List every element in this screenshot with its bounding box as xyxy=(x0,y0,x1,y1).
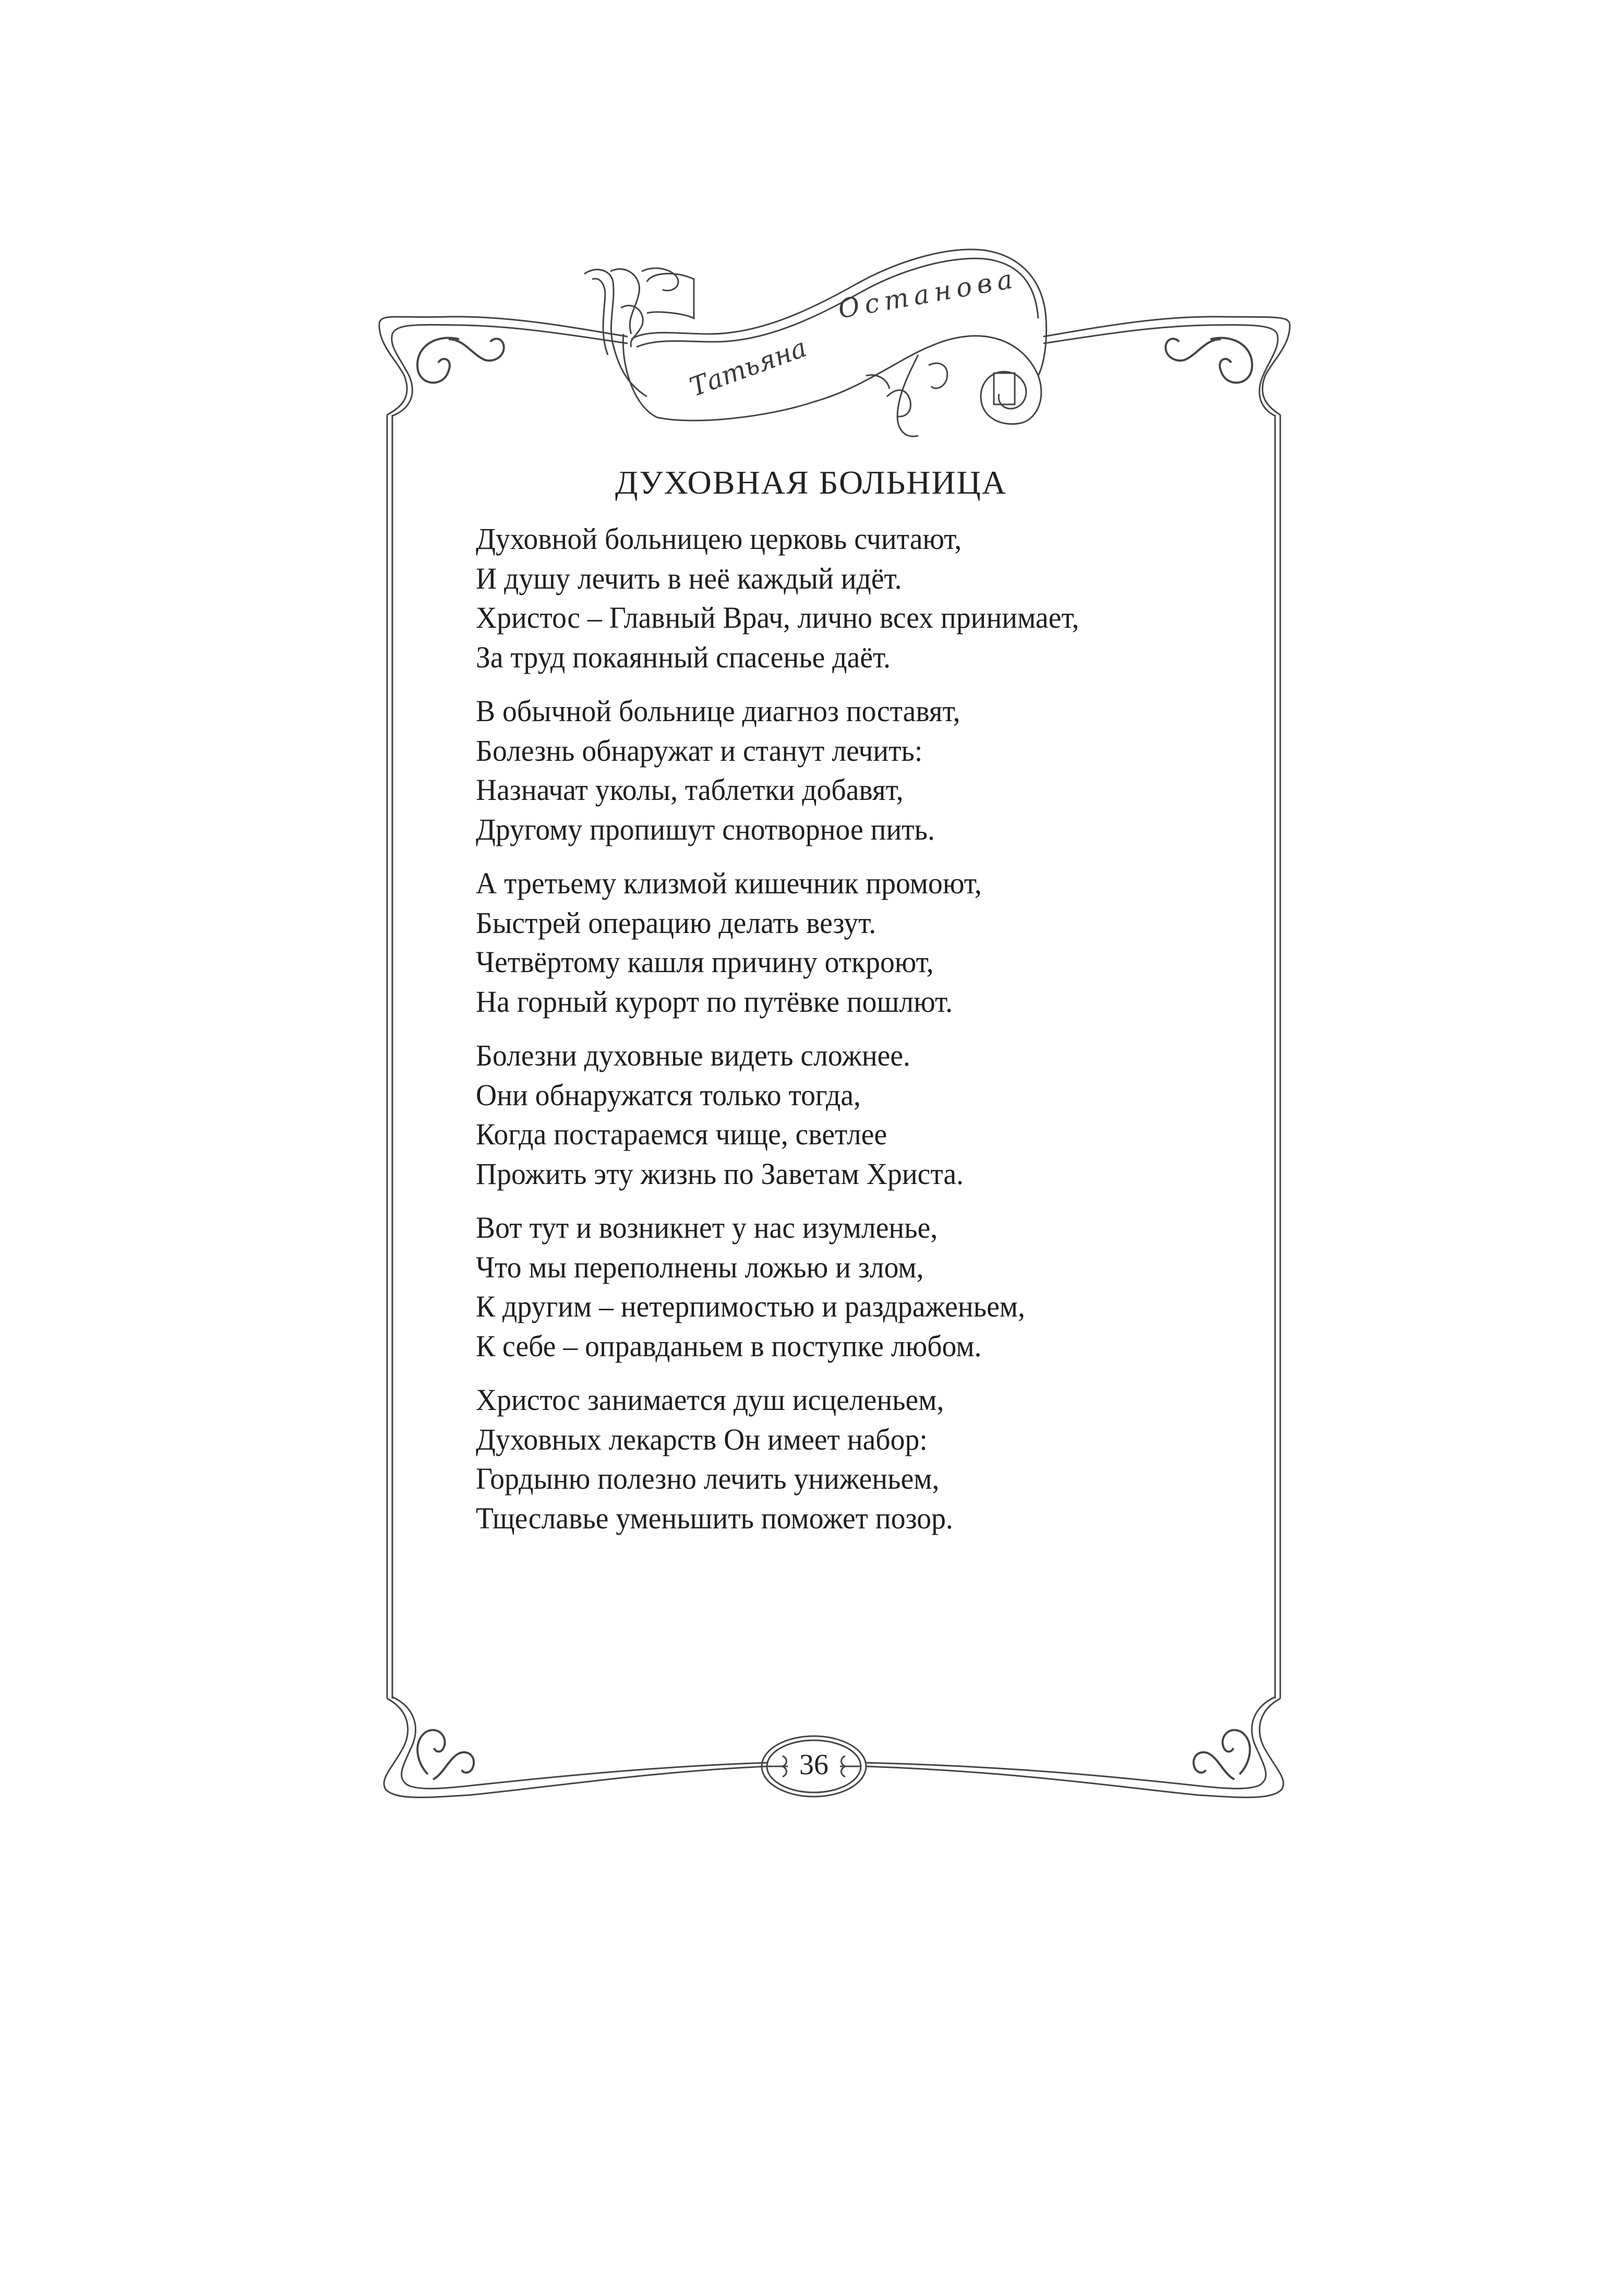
poem-line: Гордыню полезно лечить униженьем, xyxy=(476,1462,940,1496)
poem-line: И душу лечить в неё каждый идёт. xyxy=(476,561,902,595)
poem-line: Болезни духовные видеть сложнее. xyxy=(476,1038,910,1072)
poem-line: Они обнаружатся только тогда, xyxy=(476,1078,861,1112)
stanza xyxy=(476,864,1104,1021)
poem-title: ДУХОВНАЯ БОЛЬНИЦА xyxy=(615,464,1007,501)
poem-line: Тщеславье уменьшить поможет позор. xyxy=(476,1501,953,1535)
page-number: 36 xyxy=(799,1749,828,1781)
poem-line: Христос занимается душ исцеленьем, xyxy=(476,1383,944,1417)
poem-line: Духовной больницею церковь считают, xyxy=(476,522,962,556)
poem-line: Христос – Главный Врач, лично всех принимает, xyxy=(476,601,1079,635)
poem-line: А третьему клизмой кишечник промоют, xyxy=(476,866,982,900)
poem-line: Назначат уколы, таблетки добавят, xyxy=(476,773,904,807)
poem-line: Болезнь обнаружат и станут лечить: xyxy=(476,733,923,768)
poem-line: Прожить эту жизнь по Заветам Христа. xyxy=(476,1156,964,1191)
author-first-name: Татьяна xyxy=(686,332,811,403)
poem-line: Когда постараемся чище, светлее xyxy=(476,1117,887,1151)
poem-body xyxy=(476,519,1104,1552)
poem-line: На горный курорт по путёвке пошлют. xyxy=(476,984,953,1019)
poem-line: Вот тут и возникнет у нас изумленье, xyxy=(476,1211,938,1245)
stanza xyxy=(476,519,1104,677)
poem-line: К другим – нетерпимостью и раздраженьем, xyxy=(476,1289,1025,1323)
stanza xyxy=(476,1380,1104,1538)
author-last-name: Останова xyxy=(836,263,1020,325)
poem-line: Что мы переполнены ложью и злом, xyxy=(476,1250,924,1284)
poem-line: В обычной больнице диагноз поставят, xyxy=(476,694,960,728)
stanza xyxy=(476,691,1104,849)
poem-line: Другому пропишут снотворное пить. xyxy=(476,812,935,846)
poem-line: К себе – оправданьем в поступке любом. xyxy=(476,1329,982,1363)
poem-line: За труд покаянный спасенье даёт. xyxy=(476,640,891,674)
poem-line: Четвёртому кашля причину откроют, xyxy=(476,945,934,979)
stanza xyxy=(476,1208,1104,1366)
stanza xyxy=(476,1036,1104,1193)
poem-line: Быстрей операцию делать везут. xyxy=(476,905,876,940)
poem-line: Духовных лекарств Он имеет набор: xyxy=(476,1422,928,1456)
